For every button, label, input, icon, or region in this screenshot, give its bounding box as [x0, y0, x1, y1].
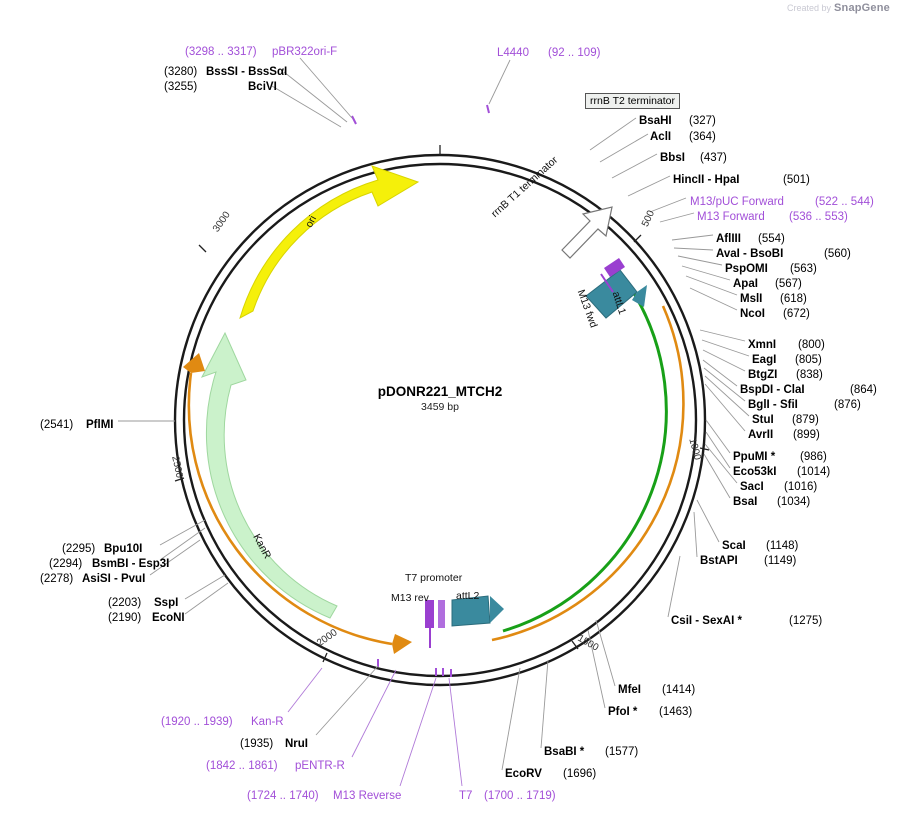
restriction-site-label: BsaBI *	[544, 746, 585, 758]
restriction-site-label: T7	[459, 790, 473, 802]
restriction-site-label: BsmBI - Esp3I	[92, 558, 170, 570]
restriction-site-label: M13 Reverse	[333, 790, 402, 802]
feature-label: T7 promoter	[405, 572, 463, 584]
ruler-tick-label: 500	[640, 208, 658, 229]
restriction-site-label: (805)	[795, 354, 822, 366]
restriction-site-label: Eco53kI	[733, 466, 777, 478]
restriction-site-label: (3280)	[164, 66, 198, 78]
restriction-site-label: (2541)	[40, 419, 74, 431]
feature-label: attL2	[456, 590, 480, 602]
restriction-site-label: StuI	[752, 414, 774, 426]
restriction-site-label: (899)	[793, 429, 820, 441]
restriction-site-label: AsiSI - PvuI	[82, 573, 146, 585]
restriction-site-label: BsaHI	[639, 115, 672, 127]
restriction-site-label: (986)	[800, 451, 827, 463]
restriction-site-label: EagI	[752, 354, 777, 366]
restriction-site-label: M13/pUC Forward	[690, 196, 784, 208]
restriction-site-label: (876)	[834, 399, 861, 411]
restriction-site-label: BciVI	[248, 81, 277, 93]
restriction-site-label: SspI	[154, 597, 179, 609]
restriction-site-label: (92 .. 109)	[548, 47, 601, 59]
restriction-site-label: (838)	[796, 369, 823, 381]
restriction-site-label: (1275)	[789, 615, 823, 627]
restriction-site-label: (567)	[775, 278, 802, 290]
restriction-site-label: (1016)	[784, 481, 818, 493]
restriction-site-label: (501)	[783, 174, 810, 186]
restriction-site-label: (672)	[783, 308, 810, 320]
restriction-site-label: (2190)	[108, 612, 142, 624]
boxed-label: rrnB T2 terminator	[585, 93, 680, 109]
restriction-site-label: NruI	[285, 738, 308, 750]
feature-label: rrnB T1 terminator	[489, 154, 561, 220]
restriction-site-label: (437)	[700, 152, 727, 164]
restriction-site-label: EcoRV	[505, 768, 542, 780]
restriction-site-label: AflIII	[716, 233, 741, 245]
restriction-site-label: PfoI *	[608, 706, 638, 718]
restriction-site-label: NcoI	[740, 308, 765, 320]
restriction-site-label: (1724 .. 1740)	[247, 790, 319, 802]
restriction-site-label: PspOMI	[725, 263, 768, 275]
restriction-site-label: (2295)	[62, 543, 96, 555]
restriction-site-label: (1935)	[240, 738, 274, 750]
restriction-site-label: BssSI - BssSαI	[206, 66, 288, 78]
restriction-site-label: BstAPI	[700, 555, 738, 567]
restriction-site-label: (554)	[758, 233, 785, 245]
restriction-site-label: pENTR-R	[295, 760, 345, 772]
restriction-site-label: BspDI - ClaI	[740, 384, 805, 396]
restriction-site-label: EcoNI	[152, 612, 185, 624]
restriction-site-label: (1700 .. 1719)	[484, 790, 556, 802]
restriction-site-label: (1149)	[764, 555, 797, 567]
restriction-site-label: (364)	[689, 131, 716, 143]
restriction-site-label: (1034)	[777, 496, 811, 508]
restriction-site-label: Bpu10I	[104, 543, 143, 555]
ruler-tick-label: 3000	[211, 209, 233, 235]
feature-label: KanR	[250, 532, 274, 561]
restriction-site-label: (3298 .. 3317)	[185, 46, 257, 58]
restriction-site-label: BsaI	[733, 496, 758, 508]
ruler-tick-label: 2000	[315, 627, 340, 650]
restriction-site-label: (864)	[850, 384, 877, 396]
restriction-site-label: MslI	[740, 293, 763, 305]
restriction-site-label: (1920 .. 1939)	[161, 716, 233, 728]
restriction-site-label: (800)	[798, 339, 825, 351]
watermark-brand: SnapGene	[833, 2, 890, 14]
snapgene-watermark	[787, 2, 890, 14]
restriction-site-label: (2203)	[108, 597, 142, 609]
restriction-site-label: BbsI	[660, 152, 685, 164]
ruler-tick-label: 1000	[686, 437, 703, 462]
plasmid-name: pDONR221_MTCH2	[377, 384, 503, 399]
restriction-site-label: AclI	[650, 131, 672, 143]
restriction-site-label: AvrII	[748, 429, 774, 441]
feature-label: M13 rev	[391, 592, 429, 604]
restriction-site-label: (522 .. 544)	[815, 196, 874, 208]
restriction-site-label: BtgZI	[748, 369, 778, 381]
restriction-site-label: (618)	[780, 293, 807, 305]
feature-label: attL1	[609, 290, 629, 316]
restriction-site-label: pBR322ori-F	[272, 46, 338, 58]
restriction-site-label: (2278)	[40, 573, 74, 585]
feature-label: ori	[303, 213, 320, 230]
restriction-site-label: (1014)	[797, 466, 831, 478]
restriction-site-label: (327)	[689, 115, 716, 127]
restriction-site-label: (2294)	[49, 558, 83, 570]
restriction-site-label: (563)	[790, 263, 817, 275]
ruler-tick-label: 1500	[575, 633, 601, 654]
restriction-site-label: (1148)	[766, 540, 799, 552]
restriction-site-label: (1414)	[662, 684, 696, 696]
restriction-site-label: CsiI - SexAI *	[671, 615, 742, 627]
restriction-site-label: M13 Forward	[697, 211, 765, 223]
restriction-site-label: HincII - HpaI	[673, 174, 740, 186]
restriction-site-label: (536 .. 553)	[789, 211, 848, 223]
restriction-site-label: MfeI	[618, 684, 641, 696]
restriction-site-label: Kan-R	[251, 716, 284, 728]
restriction-site-label: (1696)	[563, 768, 597, 780]
restriction-site-label: (1577)	[605, 746, 639, 758]
restriction-site-label: PpuMI *	[733, 451, 776, 463]
restriction-site-label: ApaI	[733, 278, 758, 290]
restriction-site-label: L4440	[497, 47, 529, 59]
restriction-site-label: SacI	[740, 481, 764, 493]
restriction-site-label: (1842 .. 1861)	[206, 760, 278, 772]
restriction-site-label: (560)	[824, 248, 851, 260]
ruler-tick-label: 2500	[169, 455, 185, 480]
restriction-site-label: ScaI	[722, 540, 746, 552]
restriction-site-label: BglI - SfiI	[748, 399, 798, 411]
restriction-site-label: PflMI	[86, 419, 114, 431]
restriction-site-label: (3255)	[164, 81, 198, 93]
feature-label: M13 fwd	[574, 288, 600, 330]
restriction-site-label: (1463)	[659, 706, 693, 718]
plasmid-size: 3459 bp	[421, 401, 459, 413]
restriction-site-label: XmnI	[748, 339, 777, 351]
restriction-site-label: AvaI - BsoBI	[716, 248, 784, 260]
restriction-site-label: (879)	[792, 414, 819, 426]
watermark-created: Created by	[786, 3, 831, 13]
